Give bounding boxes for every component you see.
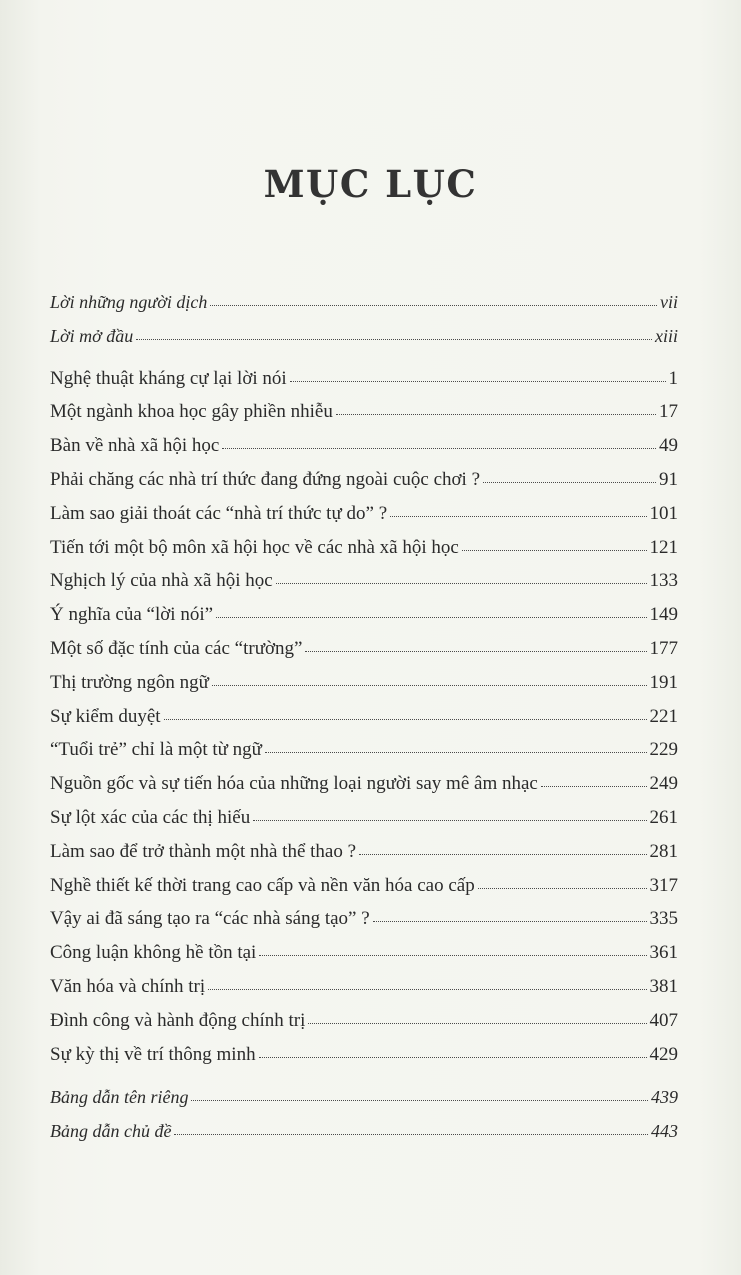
dot-leader bbox=[208, 989, 646, 990]
dot-leader bbox=[212, 685, 647, 686]
toc-entry-label: Công luận không hề tồn tại bbox=[50, 942, 257, 964]
dot-leader bbox=[478, 888, 647, 889]
dot-leader bbox=[265, 752, 647, 753]
toc-entry bbox=[50, 875, 678, 909]
toc-entry-page: 221 bbox=[649, 705, 678, 727]
toc-entry-label: Lời những người dịch bbox=[50, 292, 208, 312]
toc-entry-page: 249 bbox=[649, 773, 678, 795]
toc-entry-label: Một ngành khoa học gây phiền nhiễu bbox=[50, 401, 333, 423]
dot-leader bbox=[164, 719, 647, 720]
toc-entry-page: 317 bbox=[649, 874, 678, 896]
toc-entry bbox=[50, 469, 678, 503]
dot-leader bbox=[290, 381, 666, 382]
dot-leader bbox=[216, 617, 646, 618]
toc-entry-page: 191 bbox=[649, 671, 678, 693]
toc-entry-label: Nguồn gốc và sự tiến hóa của những loại người say mê âm nhạc bbox=[50, 773, 538, 795]
toc-entry-label: Tiến tới một bộ môn xã hội học về các nhà xã hội học bbox=[50, 536, 459, 558]
toc-entry bbox=[50, 739, 678, 773]
toc-entry bbox=[50, 841, 678, 875]
toc-entry-page: 101 bbox=[649, 502, 678, 524]
toc-entry-label: Vậy ai đã sáng tạo ra “các nhà sáng tạo” ? bbox=[50, 908, 370, 930]
toc-entry-label: Làm sao để trở thành một nhà thể thao ? bbox=[50, 840, 357, 862]
dot-leader bbox=[191, 1100, 648, 1101]
toc-entry-label: Nghề thiết kế thời trang cao cấp và nền văn hóa cao cấp bbox=[50, 874, 475, 896]
toc-entry-label: Bảng dẫn tên riêng bbox=[50, 1087, 189, 1108]
dot-leader bbox=[541, 786, 647, 787]
toc-entry-label: Ý nghĩa của “lời nói” bbox=[50, 604, 214, 626]
toc-entry bbox=[50, 1044, 678, 1078]
toc-entry-page: 407 bbox=[649, 1009, 678, 1031]
toc-entry-label: Bảng dẫn chủ đề bbox=[50, 1121, 172, 1142]
toc-entry-label: Nghệ thuật kháng cự lại lời nói bbox=[50, 367, 287, 389]
page-title: MỤC LỤC bbox=[263, 162, 478, 206]
dot-leader bbox=[390, 516, 646, 517]
toc-entry bbox=[50, 503, 678, 537]
dot-leader bbox=[174, 1134, 648, 1135]
dot-leader bbox=[373, 921, 647, 922]
dot-leader bbox=[210, 305, 657, 306]
toc-entry-page: 121 bbox=[649, 536, 678, 558]
toc-entry-page: 381 bbox=[649, 975, 678, 997]
toc-entry bbox=[50, 773, 678, 807]
toc-entry-label: Bàn về nhà xã hội học bbox=[50, 435, 220, 457]
toc-entry bbox=[50, 604, 678, 638]
table-of-contents bbox=[50, 292, 678, 1155]
toc-entry-label: Sự kiểm duyệt bbox=[50, 705, 161, 727]
dot-leader bbox=[259, 1057, 647, 1058]
toc-entry-page: 439 bbox=[651, 1087, 678, 1108]
toc-entry-page: xiii bbox=[655, 325, 678, 346]
toc-entry-label: Đình công và hành động chính trị bbox=[50, 1009, 306, 1031]
dot-leader bbox=[483, 482, 656, 483]
dot-leader bbox=[305, 651, 646, 652]
toc-entry-page: 335 bbox=[649, 908, 678, 930]
toc-entry-label: Một số đặc tính của các “trường” bbox=[50, 637, 303, 659]
toc-entry bbox=[50, 908, 678, 942]
toc-entry bbox=[50, 435, 678, 469]
toc-entry-page: 17 bbox=[659, 401, 678, 423]
dot-leader bbox=[253, 820, 646, 821]
dot-leader bbox=[136, 339, 652, 340]
toc-entry-page: vii bbox=[660, 292, 678, 312]
toc-entry-page: 361 bbox=[649, 942, 678, 964]
toc-entry-label: Sự kỳ thị về trí thông minh bbox=[50, 1043, 256, 1065]
toc-entry-label: Nghịch lý của nhà xã hội học bbox=[50, 570, 273, 592]
dot-leader bbox=[462, 550, 647, 551]
toc-entry-index-names bbox=[50, 1087, 678, 1121]
toc-entry-front-1 bbox=[50, 292, 678, 326]
toc-entry bbox=[50, 570, 678, 604]
toc-entry bbox=[50, 706, 678, 740]
toc-entry-label: Thị trường ngôn ngữ bbox=[50, 671, 209, 693]
toc-entry-label: “Tuổi trẻ” chỉ là một từ ngữ bbox=[50, 739, 262, 761]
toc-entry-page: 133 bbox=[649, 570, 678, 592]
toc-entry-label: Làm sao giải thoát các “nhà trí thức tự do” ? bbox=[50, 502, 388, 524]
dot-leader bbox=[336, 414, 656, 415]
toc-entry bbox=[50, 807, 678, 841]
toc-entry-label: Văn hóa và chính trị bbox=[50, 975, 206, 997]
toc-entry-page: 149 bbox=[649, 604, 678, 626]
toc-entry-label: Sự lột xác của các thị hiếu bbox=[50, 806, 251, 828]
dot-leader bbox=[276, 583, 647, 584]
toc-entry-page: 177 bbox=[649, 637, 678, 659]
toc-entry bbox=[50, 672, 678, 706]
toc-entry-front-2 bbox=[50, 326, 678, 360]
toc-entry-page: 261 bbox=[649, 806, 678, 828]
toc-entry-page: 91 bbox=[659, 468, 678, 490]
toc-entry-label: Lời mở đầu bbox=[50, 325, 134, 346]
toc-entry bbox=[50, 942, 678, 976]
toc-entry bbox=[50, 537, 678, 571]
dot-leader bbox=[259, 955, 646, 956]
toc-entry bbox=[50, 368, 678, 402]
toc-entry-page: 281 bbox=[649, 840, 678, 862]
toc-entry bbox=[50, 976, 678, 1010]
dot-leader bbox=[359, 854, 646, 855]
toc-entry bbox=[50, 1010, 678, 1044]
toc-entry-label: Phải chăng các nhà trí thức đang đứng ngoài cuộc chơi ? bbox=[50, 468, 481, 490]
toc-entry-page: 429 bbox=[649, 1043, 678, 1065]
toc-entry-index-subjects bbox=[50, 1121, 678, 1155]
toc-entry bbox=[50, 401, 678, 435]
toc-entry-page: 49 bbox=[659, 435, 678, 457]
toc-entry-page: 229 bbox=[649, 739, 678, 761]
toc-entry bbox=[50, 638, 678, 672]
toc-entry-page: 1 bbox=[668, 367, 678, 389]
dot-leader bbox=[222, 448, 656, 449]
toc-entry-page: 443 bbox=[651, 1121, 678, 1142]
dot-leader bbox=[308, 1023, 646, 1024]
